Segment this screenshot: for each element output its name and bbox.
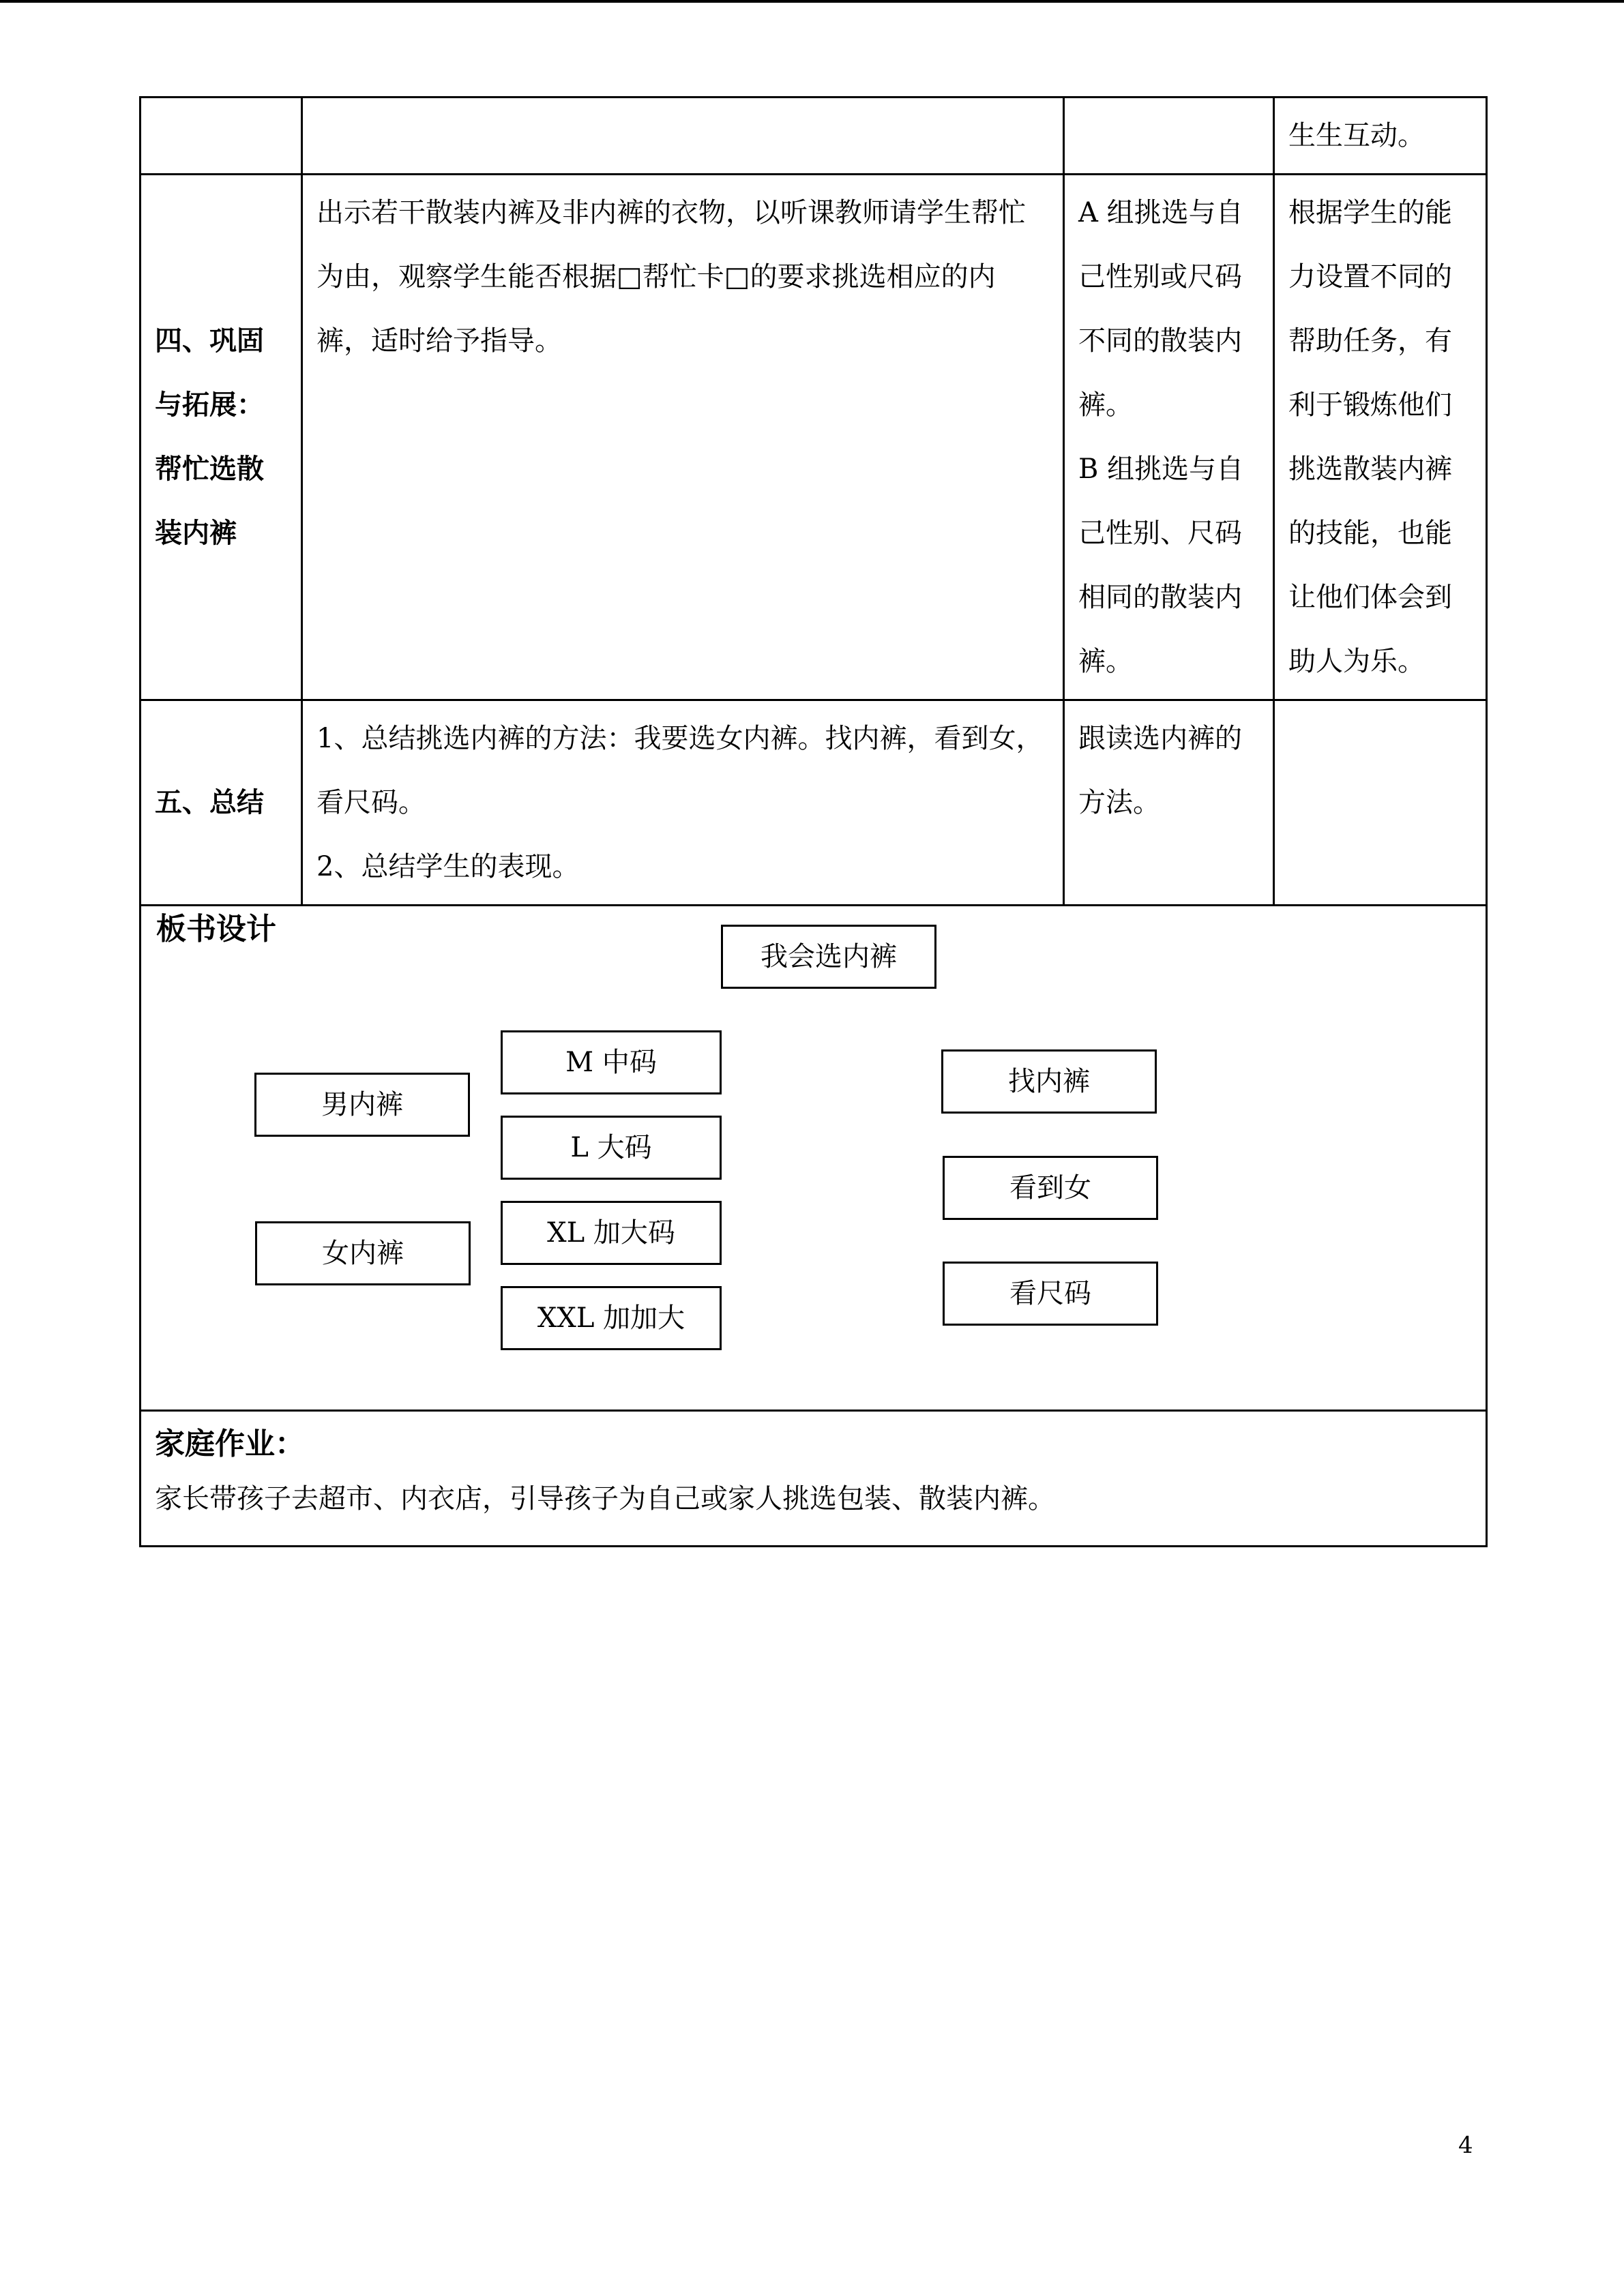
board-step-box: 看尺码 <box>943 1262 1158 1326</box>
homework-text: 家长带孩子去超市、内衣店，引导孩子为自己或家人挑选包装、散装内裤。 <box>155 1483 1055 1515</box>
board-size-box: XL 加大码 <box>501 1201 722 1265</box>
board-design-title: 板书设计 <box>156 912 276 946</box>
board-gender-box: 男内裤 <box>254 1073 470 1137</box>
student-activity-paragraph: A 组挑选与自己性别或尺码不同的散装内裤。 <box>1078 197 1243 421</box>
design-intent-cell <box>1274 175 1487 700</box>
teacher-activity-cell <box>302 98 1064 175</box>
stage-line: 装内裤 <box>155 517 237 549</box>
board-step-box: 看到女 <box>943 1156 1158 1220</box>
teacher-activity-cell <box>302 700 1064 906</box>
homework-cell <box>141 1411 1487 1547</box>
board-size-box: L 大码 <box>501 1116 722 1180</box>
teacher-activity-paragraph: 1、总结挑选内裤的方法：我要选女内裤。找内裤，看到女，看尺码。 <box>316 723 1044 818</box>
lesson-plan-document <box>139 96 1486 1547</box>
lesson-plan-table <box>139 96 1488 1547</box>
board-step-box: 找内裤 <box>941 1049 1157 1114</box>
design-intent-paragraph: 生生互动。 <box>1288 120 1425 151</box>
stage-line: 四、巩固 <box>155 325 264 357</box>
homework-row <box>141 1411 1487 1547</box>
student-activity-paragraph: 跟读选内裤的方法。 <box>1078 723 1242 818</box>
teacher-activity-cell <box>302 175 1064 700</box>
homework-title: 家庭作业： <box>155 1427 305 1461</box>
design-intent-paragraph: 根据学生的能力设置不同的帮助任务，有利于锻炼他们挑选散装内裤的技能，也能让他们体会到助人为乐。 <box>1288 197 1452 677</box>
board-gender-box: 女内裤 <box>255 1221 471 1285</box>
student-activity-cell <box>1064 98 1274 175</box>
board-size-box: M 中码 <box>501 1030 722 1094</box>
stage-line: 帮忙选散 <box>155 453 264 485</box>
lesson-row <box>141 700 1487 906</box>
stage-cell <box>141 700 302 906</box>
stage-line: 五、总结 <box>155 786 264 818</box>
page-number: 4 <box>1458 2132 1473 2159</box>
board-design-cell <box>141 906 1487 1411</box>
top-rule <box>0 0 1624 3</box>
board-design-row <box>141 906 1487 1411</box>
teacher-activity-paragraph: 2、总结学生的表现。 <box>316 851 580 882</box>
board-main-box: 我会选内裤 <box>721 925 936 989</box>
student-activity-cell <box>1064 175 1274 700</box>
lesson-row <box>141 175 1487 700</box>
student-activity-cell <box>1064 700 1274 906</box>
lesson-row <box>141 98 1487 175</box>
stage-cell <box>141 175 302 700</box>
design-intent-cell <box>1274 700 1487 906</box>
student-activity-paragraph: B 组挑选与自己性别、尺码相同的散装内裤。 <box>1078 453 1244 677</box>
teacher-activity-paragraph: 出示若干散装内裤及非内裤的衣物，以听课教师请学生帮忙为由，观察学生能否根据□帮忙卡□的要求挑选相应的内裤，适时给予指导。 <box>316 197 1026 357</box>
stage-line: 与拓展： <box>155 389 264 421</box>
board-size-box: XXL 加加大 <box>501 1286 722 1350</box>
design-intent-cell <box>1274 98 1487 175</box>
stage-cell <box>141 98 302 175</box>
